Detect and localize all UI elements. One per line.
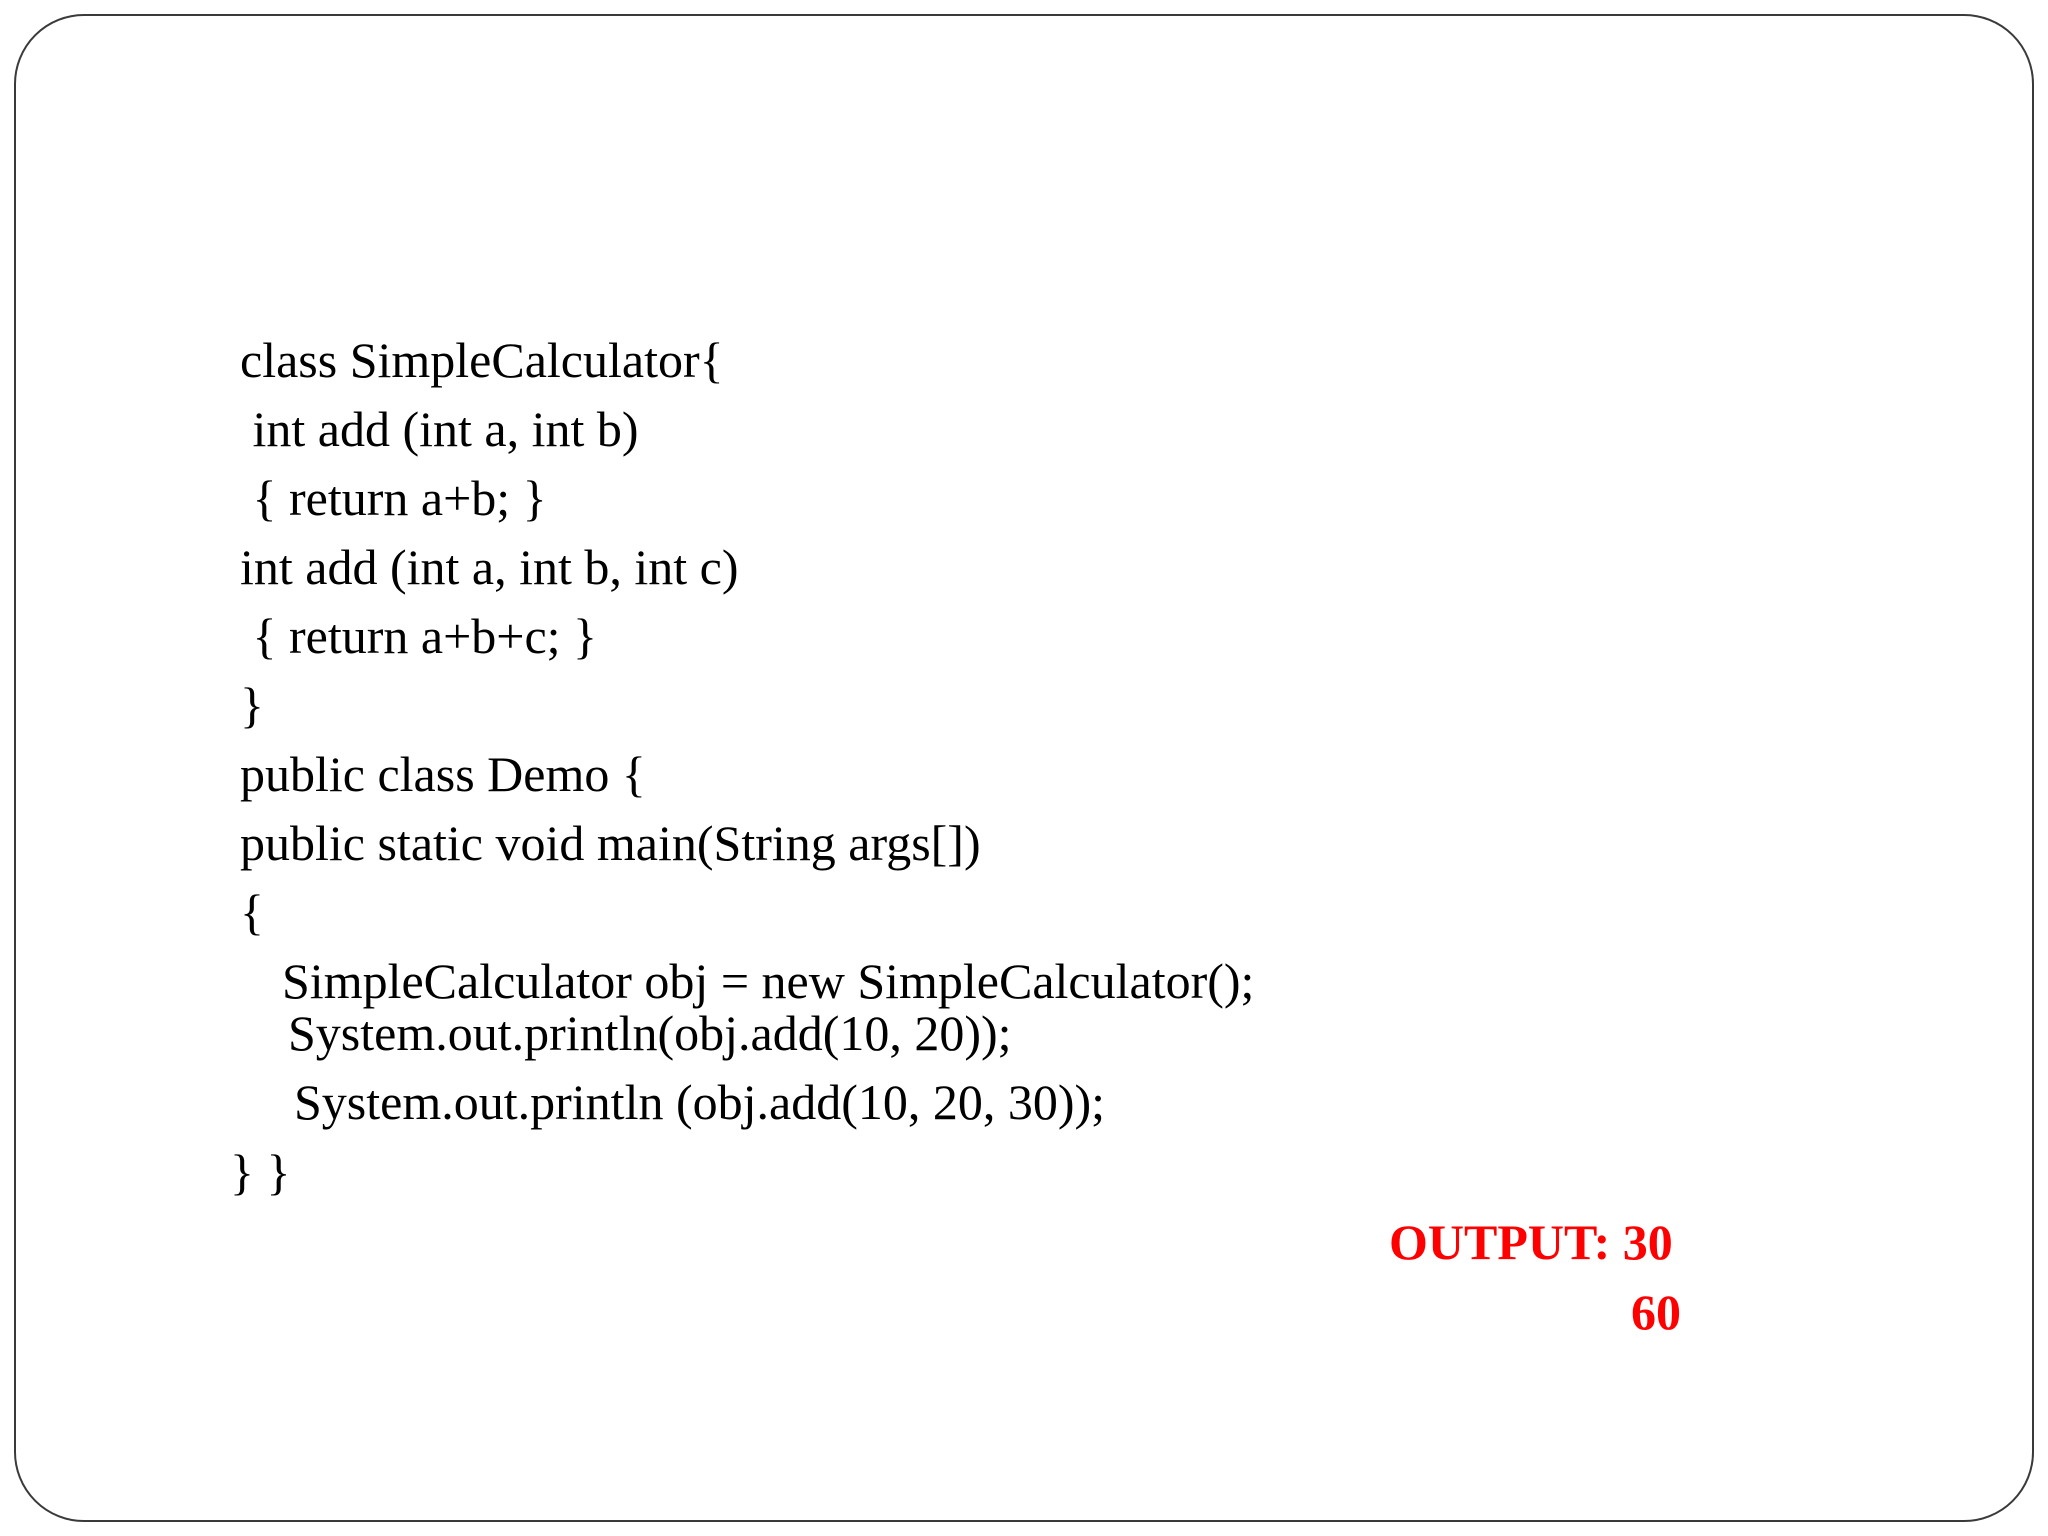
code-line-println-two: System.out.println(obj.add(10, 20));: [288, 1005, 1012, 1061]
slide-frame: [14, 14, 2034, 1522]
code-line-demo-class: public class Demo {: [240, 746, 646, 802]
code-line-class-declaration: class SimpleCalculator{: [240, 332, 724, 388]
code-line-add-two-signature: int add (int a, int b): [240, 401, 639, 457]
output-second-value: 60: [1631, 1284, 1681, 1340]
code-line-closing-braces: } }: [230, 1144, 291, 1200]
code-line-add-three-body: { return a+b+c; }: [240, 608, 598, 664]
code-line-add-three-signature: int add (int a, int b, int c): [240, 539, 739, 595]
code-line-main-open: {: [240, 884, 264, 940]
code-line-add-two-body: { return a+b; }: [240, 470, 547, 526]
code-line-main-signature: public static void main(String args[]): [240, 815, 981, 871]
code-line-class-close: }: [240, 677, 264, 733]
code-line-object-creation: SimpleCalculator obj = new SimpleCalculator();: [282, 953, 1255, 1009]
output-label: OUTPUT: 30: [1389, 1214, 1673, 1270]
code-line-println-three: System.out.println (obj.add(10, 20, 30));: [294, 1074, 1106, 1130]
